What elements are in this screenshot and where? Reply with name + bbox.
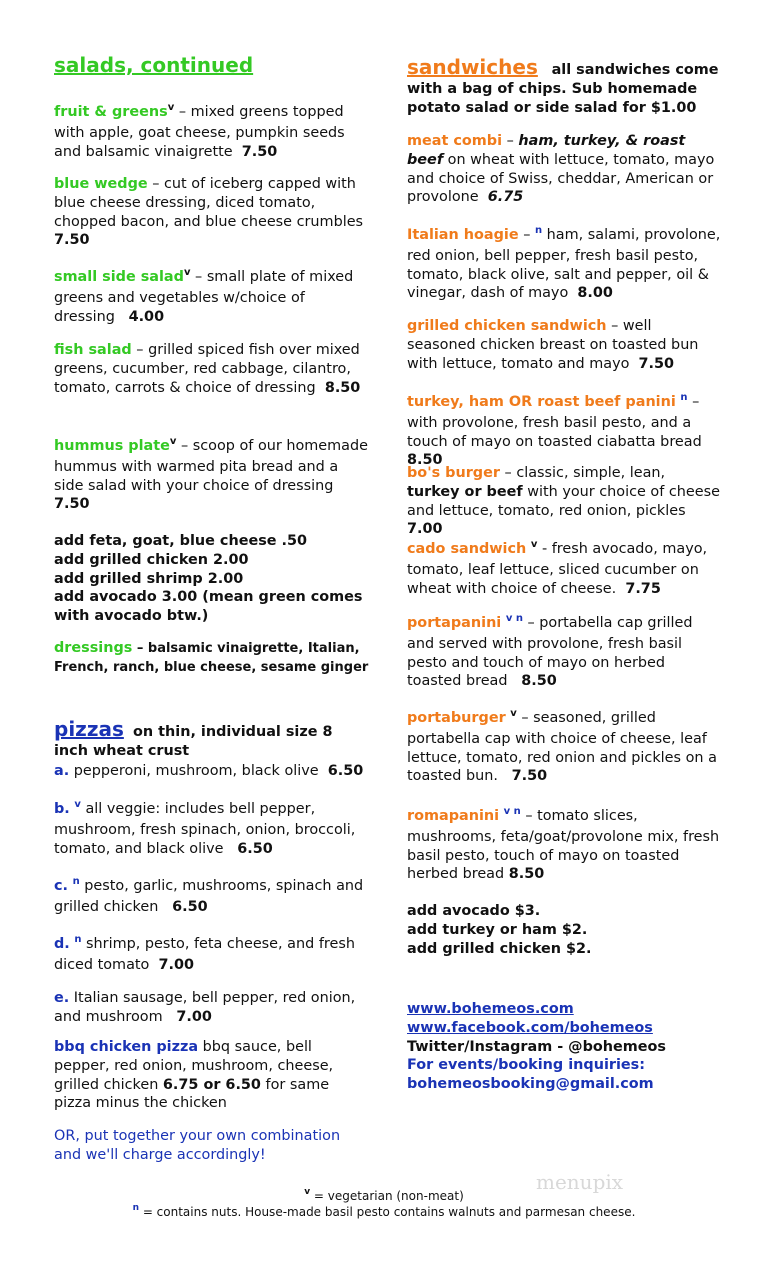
booking-email[interactable]: bohemeosbooking@gmail.com	[407, 1076, 654, 1093]
pizza-item-e: e. Italian sausage, bell pepper, red onion, and mushroom 7.00	[54, 990, 356, 1025]
menu-item-portaburger: portaburger $^v$ – seasoned, grilled portabella cap with choice of cheese, leaf lettuce, tomato, red onion and pickles on a toasted bun. 7.50	[407, 708, 717, 785]
menu-item-blue-wedge: blue wedge – cut of iceberg capped with blue cheese dressing, diced tomato, chopped bacon, and blue cheese crumbles 7.50	[54, 176, 364, 249]
facebook-link[interactable]: www.facebook.com/bohemeos	[407, 1019, 653, 1036]
salad-addon: add grilled shrimp 2.00	[54, 570, 244, 587]
salad-addons	[54, 532, 370, 626]
sandwiches-heading: sandwiches all sandwiches come with a bag of chips. Sub homemade potato salad or side salad for $1.00	[407, 55, 719, 116]
website-link[interactable]: www.bohemeos.com	[407, 1001, 574, 1017]
sandwich-addon: add grilled chicken $2.	[407, 940, 592, 957]
menu-item-fish-salad: fish salad – grilled spiced fish over mixed greens, cucumber, red cabbage, cilantro, tomato, carrots & choice of dressing 8.50	[54, 342, 361, 396]
contact-info	[407, 1000, 722, 1094]
menu-item-grilled-chicken-sandwich: grilled chicken sandwich – well seasoned chicken breast on toasted bun with lettuce, tomato and mayo 7.50	[407, 318, 699, 372]
salad-addon: add avocado 3.00 (mean green comes with avocado btw.)	[54, 589, 363, 625]
menu-item-cado-sandwich: cado sandwich $^v$ - fresh avocado, mayo, tomato, leaf lettuce, sliced cucumber on wheat with choice of cheese. 7.75	[407, 539, 708, 597]
watermark-logo: menupix	[536, 1170, 624, 1194]
pizza-item-bbq-chicken: bbq chicken pizza bbq sauce, bell pepper, red onion, mushroom, cheese, grilled chicken 6.75 or 6.50 for same pizza minus the chicken	[54, 1039, 334, 1112]
pizza-item-c: c. $^n$ pesto, garlic, mushrooms, spinach and grilled chicken 6.50	[54, 876, 364, 915]
menu-item-small-side-salad: small side salad$^v$ – small plate of mixed greens and vegetables w/choice of dressing 4.00	[54, 267, 354, 325]
sandwich-addon: add turkey or ham $2.	[407, 921, 588, 938]
salads-heading: salads, continued	[54, 53, 254, 77]
salad-addon: add feta, goat, blue cheese .50	[54, 533, 308, 549]
menu-item-romapanini: romapanini $^{v n}$ – tomato slices, mushrooms, feta/goat/provolone mix, fresh basil pesto, touch of mayo on toasted herbed bread 8.50	[407, 806, 720, 883]
custom-pizza-note: OR, put together your own combination and we'll charge accordingly!	[54, 1128, 341, 1163]
menu-item-bos-burger: bo's burger – classic, simple, lean, turkey or beef with your choice of cheese and lettuce, tomato, red onion, pickles 7.00	[407, 465, 720, 538]
menu-item-hummus-plate: hummus plate$^v$ – scoop of our homemade hummus with warmed pita bread and a side salad with your choice of dressing 7.50	[54, 436, 368, 513]
menu-item-fruit-greens: fruit & greens$^v$ – mixed greens topped with apple, goat cheese, pumpkin seeds and balsamic vinaigrette 7.50	[54, 102, 345, 160]
sandwich-addon: add avocado $3.	[407, 903, 541, 919]
salad-addon: add grilled chicken 2.00	[54, 551, 249, 568]
pizza-item-b: b. $^v$ all veggie: includes bell pepper, mushroom, fresh spinach, onion, broccoli, tomato, and black olive 6.50	[54, 799, 356, 857]
menu-item-meat-combi: meat combi – ham, turkey, & roast beef on wheat with lettuce, tomato, mayo and choice of Swiss, cheddar, American or provolone 6.75	[407, 133, 715, 206]
pizzas-heading: pizzas on thin, individual size 8 inch wheat crust	[54, 717, 333, 759]
social-handle: Twitter/Instagram - @bohemeos	[407, 1038, 666, 1055]
booking-label: For events/booking inquiries:	[407, 1057, 645, 1074]
sandwich-addons	[407, 902, 722, 958]
pizza-item-d: d. $^n$ shrimp, pesto, feta cheese, and fresh diced tomato 7.00	[54, 934, 355, 973]
menu-item-panini: turkey, ham OR roast beef panini $^n$ – with provolone, fresh basil pesto, and a touch of mayo on toasted ciabatta bread 8.50	[407, 392, 702, 469]
legend-nuts: $^n$ = contains nuts. House-made basil pesto contains walnuts and parmesan cheese.	[132, 1203, 636, 1219]
pizza-item-a: a. pepperoni, mushroom, black olive 6.50	[54, 763, 364, 779]
legend-vegetarian: $^v$ = vegetarian (non-meat)	[304, 1187, 464, 1203]
dressings-list: dressings – balsamic vinaigrette, Italian, French, ranch, blue cheese, sesame ginger	[54, 640, 369, 675]
menu-item-portapanini: portapanini $^{v n}$ – portabella cap grilled and served with provolone, fresh basil pesto and touch of mayo on herbed toasted bread 8.50	[407, 613, 693, 690]
menu-item-italian-hoagie: Italian hoagie – $^n$ ham, salami, provolone, red onion, bell pepper, fresh basil pesto, tomato, black olive, salt and pepper, oil & vinegar, dash of mayo 8.00	[407, 225, 721, 302]
